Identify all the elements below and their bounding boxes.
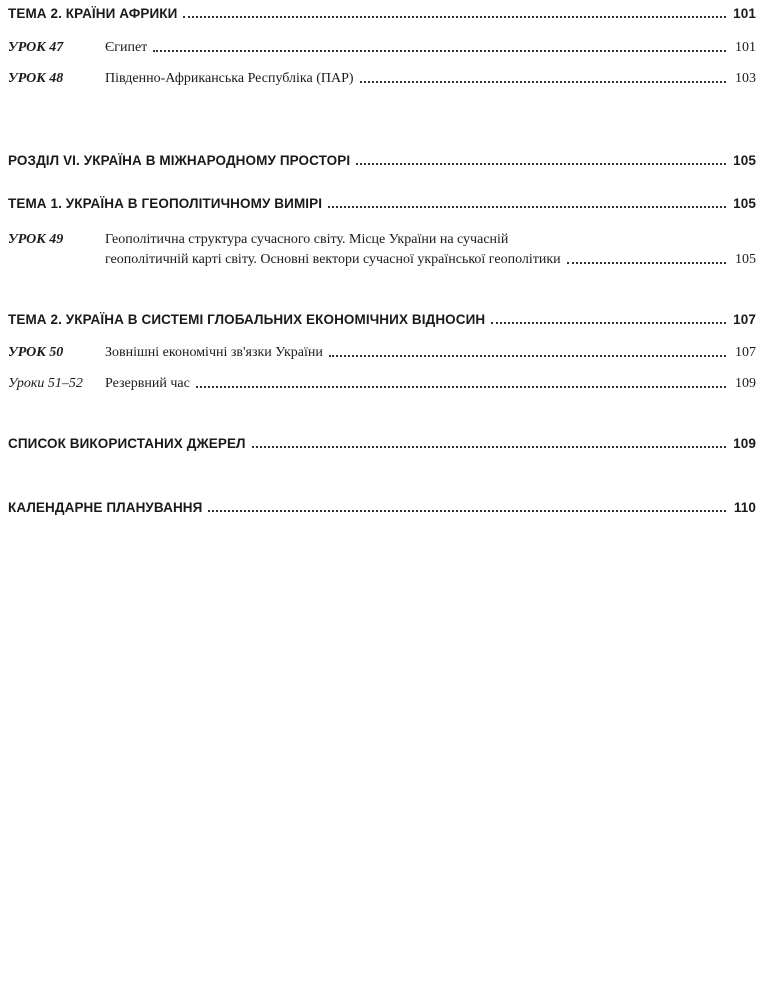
toc-heading-topic-geopolitics[interactable] (8, 196, 756, 212)
toc-page-number: 110 (733, 500, 756, 515)
toc-lesson-label: УРОК 47 (8, 40, 64, 55)
toc-lesson-label: УРОК 50 (8, 345, 64, 360)
dot-leader (208, 510, 726, 512)
toc-heading-title: РОЗДІЛ VI. УКРАЇНА В МІЖНАРОДНОМУ ПРОСТОРІ (8, 153, 351, 168)
toc-lesson-label: УРОК 48 (8, 71, 64, 86)
toc-lesson-title: Єгипет (105, 40, 148, 55)
dot-leader (360, 81, 726, 83)
toc-heading-title: СПИСОК ВИКОРИСТАНИХ ДЖЕРЕЛ (8, 436, 246, 451)
toc-heading-title: ТЕМА 2. КРАЇНИ АФРИКИ (8, 6, 178, 21)
toc-lesson-title: Зовнішні економічні зв'язки України (105, 345, 323, 360)
toc-heading-title: ТЕМА 2. УКРАЇНА В СИСТЕМІ ГЛОБАЛЬНИХ ЕКОНОМІЧНИХ ВІДНОСИН (8, 312, 486, 327)
toc-page-number: 105 (735, 252, 756, 267)
toc-lesson-title: Резервний час (105, 376, 190, 391)
dot-leader (328, 206, 726, 208)
toc-lesson-label: УРОК 49 (8, 232, 64, 247)
dot-leader (329, 355, 726, 357)
toc-page-number: 107 (733, 312, 756, 327)
toc-page-number: 105 (733, 196, 756, 211)
toc-heading-topic-economic-relations[interactable] (8, 312, 756, 328)
toc-lesson-title-line2: геополітичній карті світу. Основні вектори сучасної української геополітики (105, 252, 561, 267)
toc-page-number: 103 (735, 71, 756, 86)
toc-lesson-title-line1: Геополітична структура сучасного світу. Місце України на сучасній (105, 232, 509, 247)
toc-heading-references[interactable] (8, 436, 756, 452)
toc-lesson-47[interactable] (8, 40, 756, 56)
dot-leader (183, 16, 726, 18)
toc-page-number: 109 (733, 436, 756, 451)
toc-heading-title: КАЛЕНДАРНЕ ПЛАНУВАННЯ (8, 500, 203, 515)
toc-lesson-49[interactable] (8, 232, 756, 268)
toc-lesson-title: Південно-Африканська Республіка (ПАР) (105, 71, 354, 86)
toc-heading-calendar-planning[interactable] (8, 500, 756, 516)
toc-page-number: 101 (735, 40, 756, 55)
toc-heading-topic-africa[interactable] (8, 6, 756, 22)
dot-leader (196, 386, 726, 388)
toc-lesson-48[interactable] (8, 71, 756, 87)
dot-leader (252, 446, 726, 448)
toc-heading-title: ТЕМА 1. УКРАЇНА В ГЕОПОЛІТИЧНОМУ ВИМІРІ (8, 196, 323, 211)
toc-page-number: 107 (735, 345, 756, 360)
toc-lesson-label: Уроки 51–52 (8, 376, 83, 391)
toc-lesson-title-block (105, 232, 756, 268)
dot-leader (567, 262, 726, 264)
toc-page-number: 105 (733, 153, 756, 168)
toc-heading-section-6[interactable] (8, 153, 756, 169)
dot-leader (356, 163, 726, 165)
dot-leader (491, 322, 726, 324)
toc-lessons-51-52[interactable] (8, 376, 756, 392)
toc-page-number: 101 (733, 6, 756, 21)
dot-leader (153, 50, 726, 52)
toc-page-number: 109 (735, 376, 756, 391)
toc-lesson-50[interactable] (8, 345, 756, 361)
